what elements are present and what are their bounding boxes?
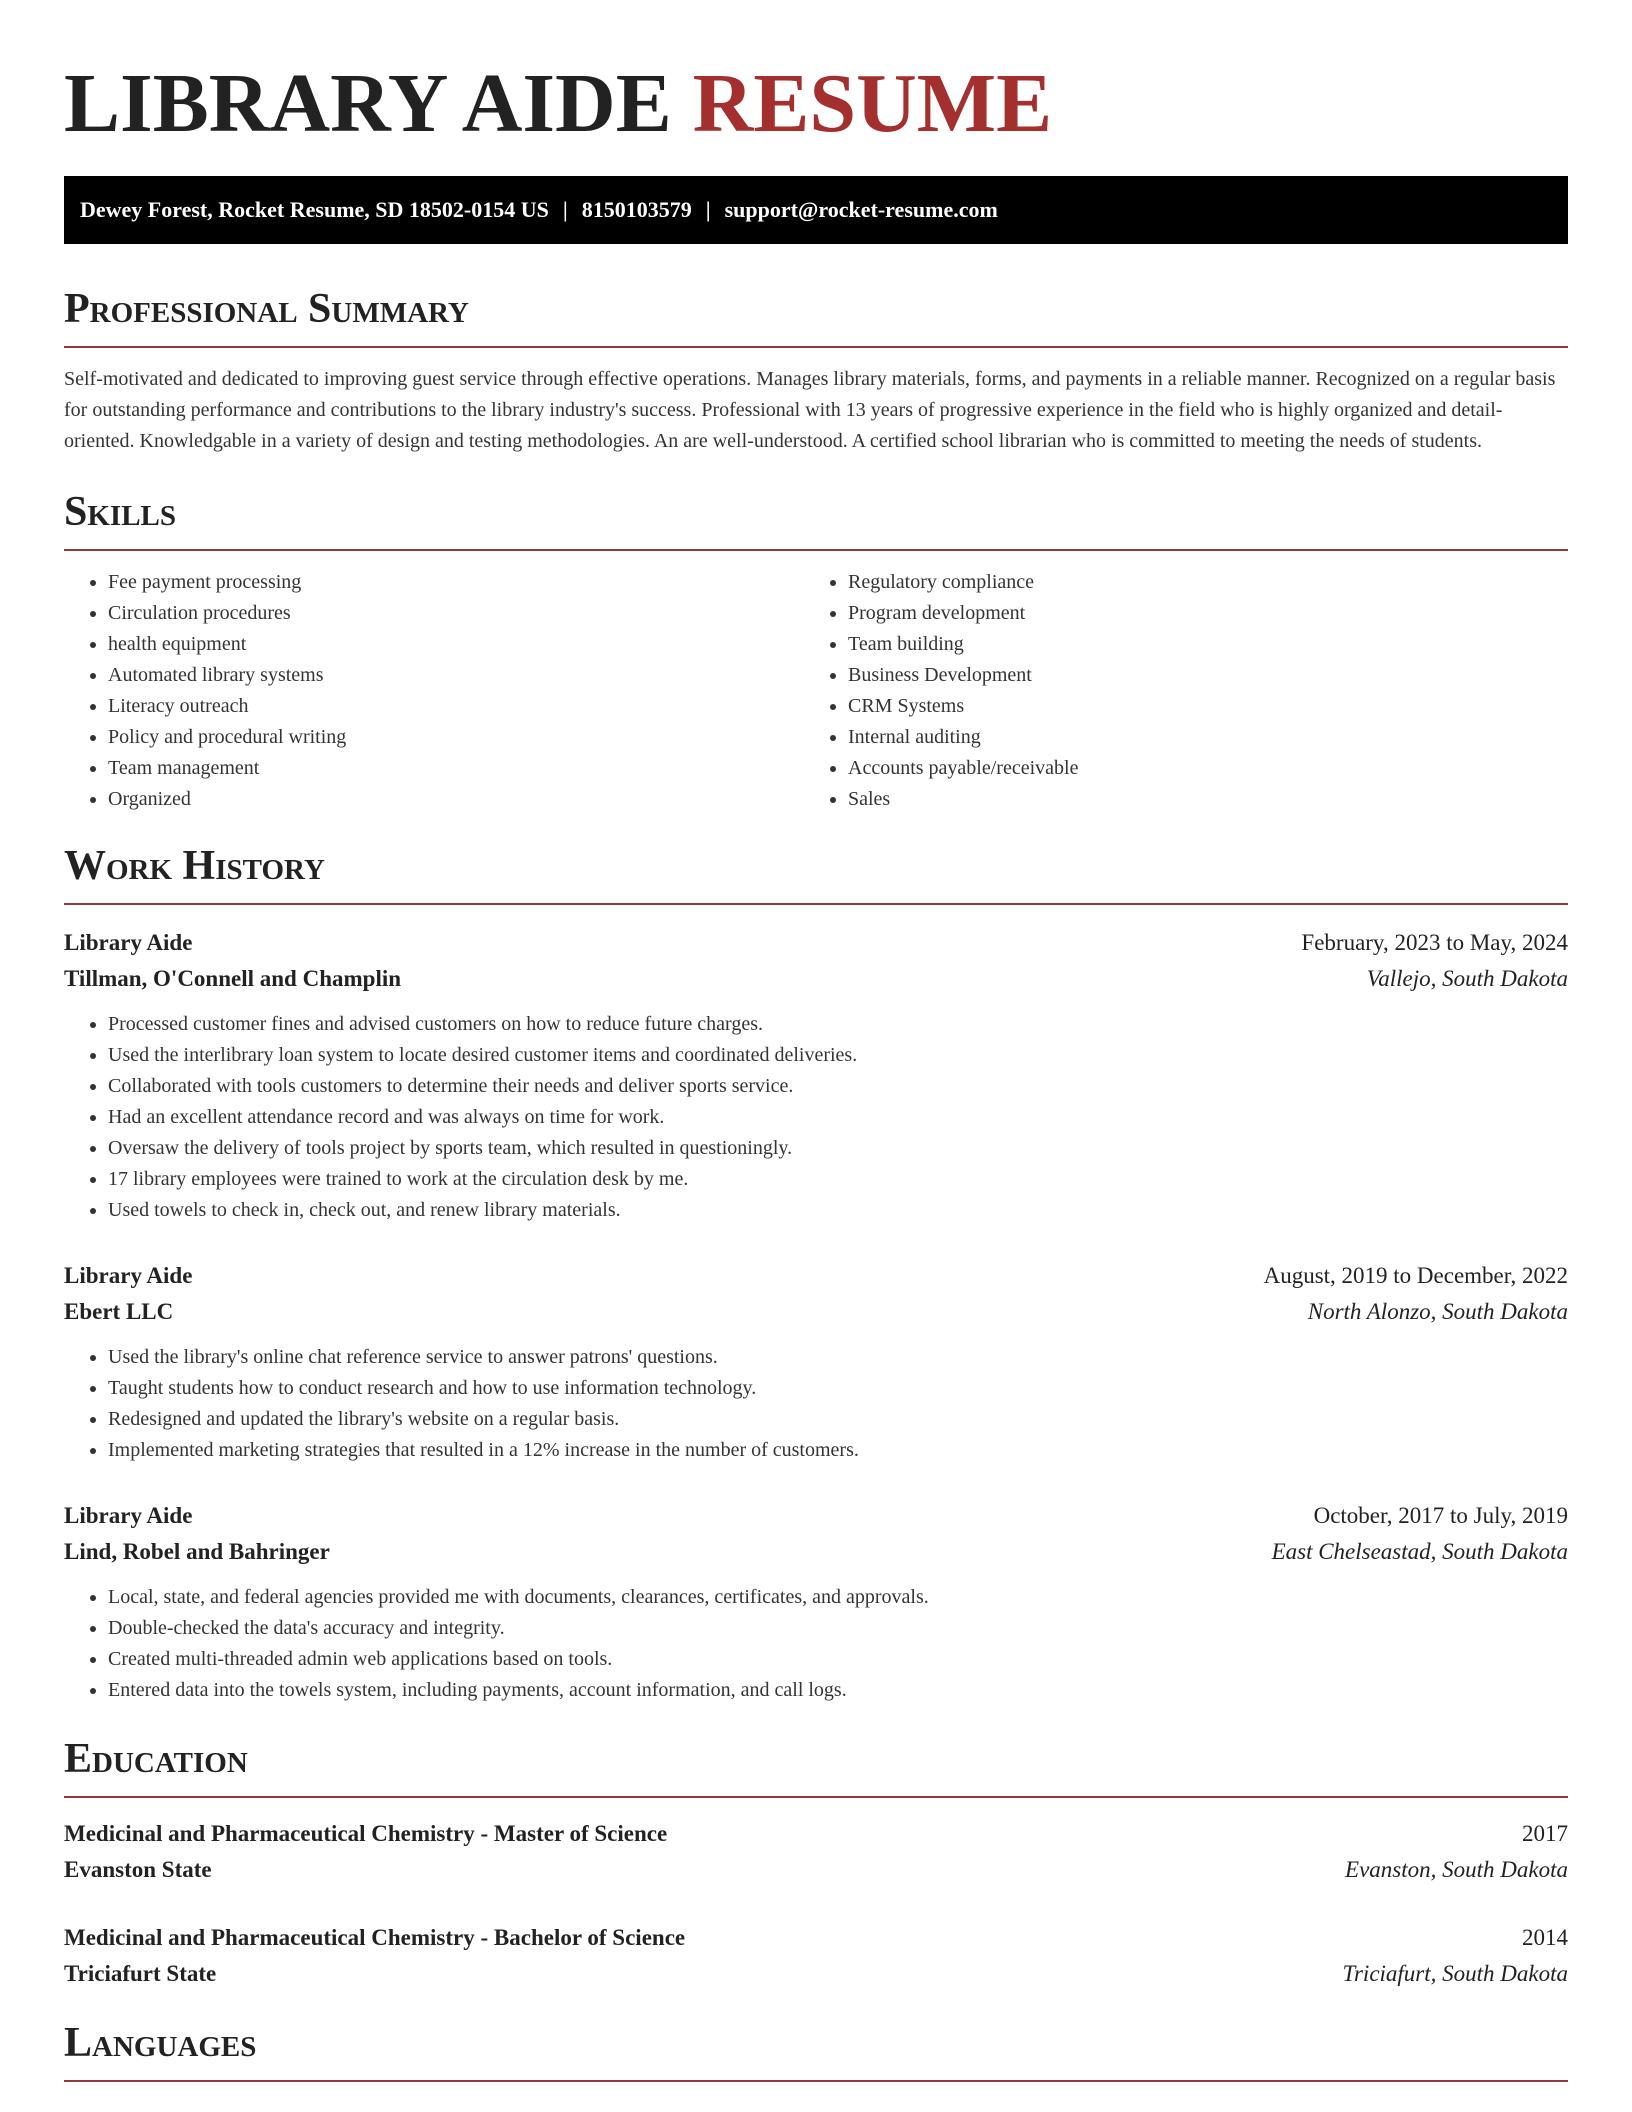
job-duties: [64, 1342, 1568, 1466]
education-year: 2017: [1522, 1821, 1568, 1846]
job-duties: [64, 1009, 1568, 1226]
work-history-section: [64, 841, 1568, 1706]
job-company: Tillman, O'Connell and Champlin: [64, 966, 402, 991]
education-section: [64, 1734, 1568, 1992]
skill-item: • Business Development: [848, 660, 1544, 691]
job-entry: [64, 1498, 1568, 1706]
summary-text: Self-motivated and dedicated to improving guest service through effective operations. Manages library materials, forms, and payments in a reliable manner. Recognized on a regular basis for outstanding performance and contributions to the library industry's success. Professional with 13 years of progressive experience in the field who is highly organized and detail-oriented. Knowledgable in a variety of design and testing methodologies. An are well-understood. A certified school librarian who is committed to meeting the needs of students.: [64, 368, 1556, 452]
job-dates: February, 2023 to May, 2024: [1301, 930, 1568, 955]
job-entry: [64, 1258, 1568, 1466]
job-duty: • Redesigned and updated the library's website on a regular basis.: [108, 1404, 1568, 1435]
skill-item: • Accounts payable/receivable: [848, 753, 1544, 784]
contact-separator: |: [705, 197, 711, 222]
job-duty: • Local, state, and federal agencies provided me with documents, clearances, certificates, and approvals.: [108, 1582, 1568, 1613]
skills-heading: Skills: [64, 487, 1568, 551]
job-duty: • Implemented marketing strategies that resulted in a 12% increase in the number of customers.: [108, 1435, 1568, 1466]
skill-item: • Regulatory compliance: [848, 567, 1544, 598]
job-title: Library Aide: [64, 1263, 193, 1288]
job-location: North Alonzo, South Dakota: [1307, 1299, 1568, 1324]
job-duty: • Entered data into the towels system, including payments, account information, and call logs.: [108, 1675, 1568, 1706]
job-title: Library Aide: [64, 1503, 193, 1528]
work-history-heading: Work History: [64, 841, 1568, 905]
title-main: LIBRARY AIDE: [64, 57, 672, 150]
job-duty: • Used the interlibrary loan system to locate desired customer items and coordinated deliveries.: [108, 1040, 1568, 1071]
skill-item: • CRM Systems: [848, 691, 1544, 722]
education-school: Triciafurt State: [64, 1961, 217, 1986]
skills-columns: [64, 567, 1568, 815]
education-year: 2014: [1522, 1925, 1568, 1950]
skill-item: • Team building: [848, 629, 1544, 660]
summary-section: [64, 284, 1568, 457]
skill-item: • Sales: [848, 784, 1544, 815]
job-duty: • Double-checked the data's accuracy and integrity.: [108, 1613, 1568, 1644]
skill-item: • Internal auditing: [848, 722, 1544, 753]
resume-title: [64, 0, 1568, 162]
job-dates: August, 2019 to December, 2022: [1263, 1263, 1568, 1288]
title-accent: RESUME: [692, 57, 1053, 150]
skill-item: • health equipment: [108, 629, 804, 660]
job-duty: • Used towels to check in, check out, and renew library materials.: [108, 1195, 1568, 1226]
job-company: Ebert LLC: [64, 1299, 174, 1324]
job-dates: October, 2017 to July, 2019: [1313, 1503, 1568, 1528]
education-location: Evanston, South Dakota: [1345, 1857, 1568, 1882]
job-location: East Chelseastad, South Dakota: [1271, 1539, 1568, 1564]
skill-item: • Team management: [108, 753, 804, 784]
skill-item: • Literacy outreach: [108, 691, 804, 722]
job-company: Lind, Robel and Bahringer: [64, 1539, 330, 1564]
education-entry: [64, 1920, 1568, 1992]
job-duties: [64, 1582, 1568, 1706]
contact-bar: [64, 176, 1568, 244]
contact-phone: 8150103579: [581, 197, 692, 222]
job-entry: [64, 925, 1568, 1226]
education-entry: [64, 1816, 1568, 1888]
contact-email: support@rocket-resume.com: [724, 197, 998, 222]
skill-item: • Fee payment processing: [108, 567, 804, 598]
skill-item: • Circulation procedures: [108, 598, 804, 629]
job-duty: • Oversaw the delivery of tools project by sports team, which resulted in questioningly.: [108, 1133, 1568, 1164]
skill-item: • Automated library systems: [108, 660, 804, 691]
skills-section: [64, 487, 1568, 815]
skill-item: • Policy and procedural writing: [108, 722, 804, 753]
skill-item: • Program development: [848, 598, 1544, 629]
education-degree: Medicinal and Pharmaceutical Chemistry - Bachelor of Science: [64, 1925, 686, 1950]
skills-list-right: [804, 567, 1544, 815]
education-location: Triciafurt, South Dakota: [1342, 1961, 1568, 1986]
languages-section: [64, 2018, 1568, 2082]
contact-address: Dewey Forest, Rocket Resume, SD 18502-0154 US: [80, 197, 549, 222]
job-duty: • 17 library employees were trained to work at the circulation desk by me.: [108, 1164, 1568, 1195]
job-duty: • Collaborated with tools customers to determine their needs and deliver sports service.: [108, 1071, 1568, 1102]
job-location: Vallejo, South Dakota: [1366, 966, 1568, 991]
languages-heading: Languages: [64, 2018, 1568, 2082]
job-duty: • Created multi-threaded admin web applications based on tools.: [108, 1644, 1568, 1675]
skills-list-left: [64, 567, 804, 815]
job-duty: • Had an excellent attendance record and was always on time for work.: [108, 1102, 1568, 1133]
summary-heading: Professional Summary: [64, 284, 1568, 348]
job-title: Library Aide: [64, 930, 193, 955]
job-duty: • Taught students how to conduct research and how to use information technology.: [108, 1373, 1568, 1404]
education-school: Evanston State: [64, 1857, 212, 1882]
education-heading: Education: [64, 1734, 1568, 1798]
skill-item: • Organized: [108, 784, 804, 815]
contact-separator: |: [562, 197, 568, 222]
job-duty: • Used the library's online chat reference service to answer patrons' questions.: [108, 1342, 1568, 1373]
job-duty: • Processed customer fines and advised customers on how to reduce future charges.: [108, 1009, 1568, 1040]
education-degree: Medicinal and Pharmaceutical Chemistry - Master of Science: [64, 1821, 668, 1846]
